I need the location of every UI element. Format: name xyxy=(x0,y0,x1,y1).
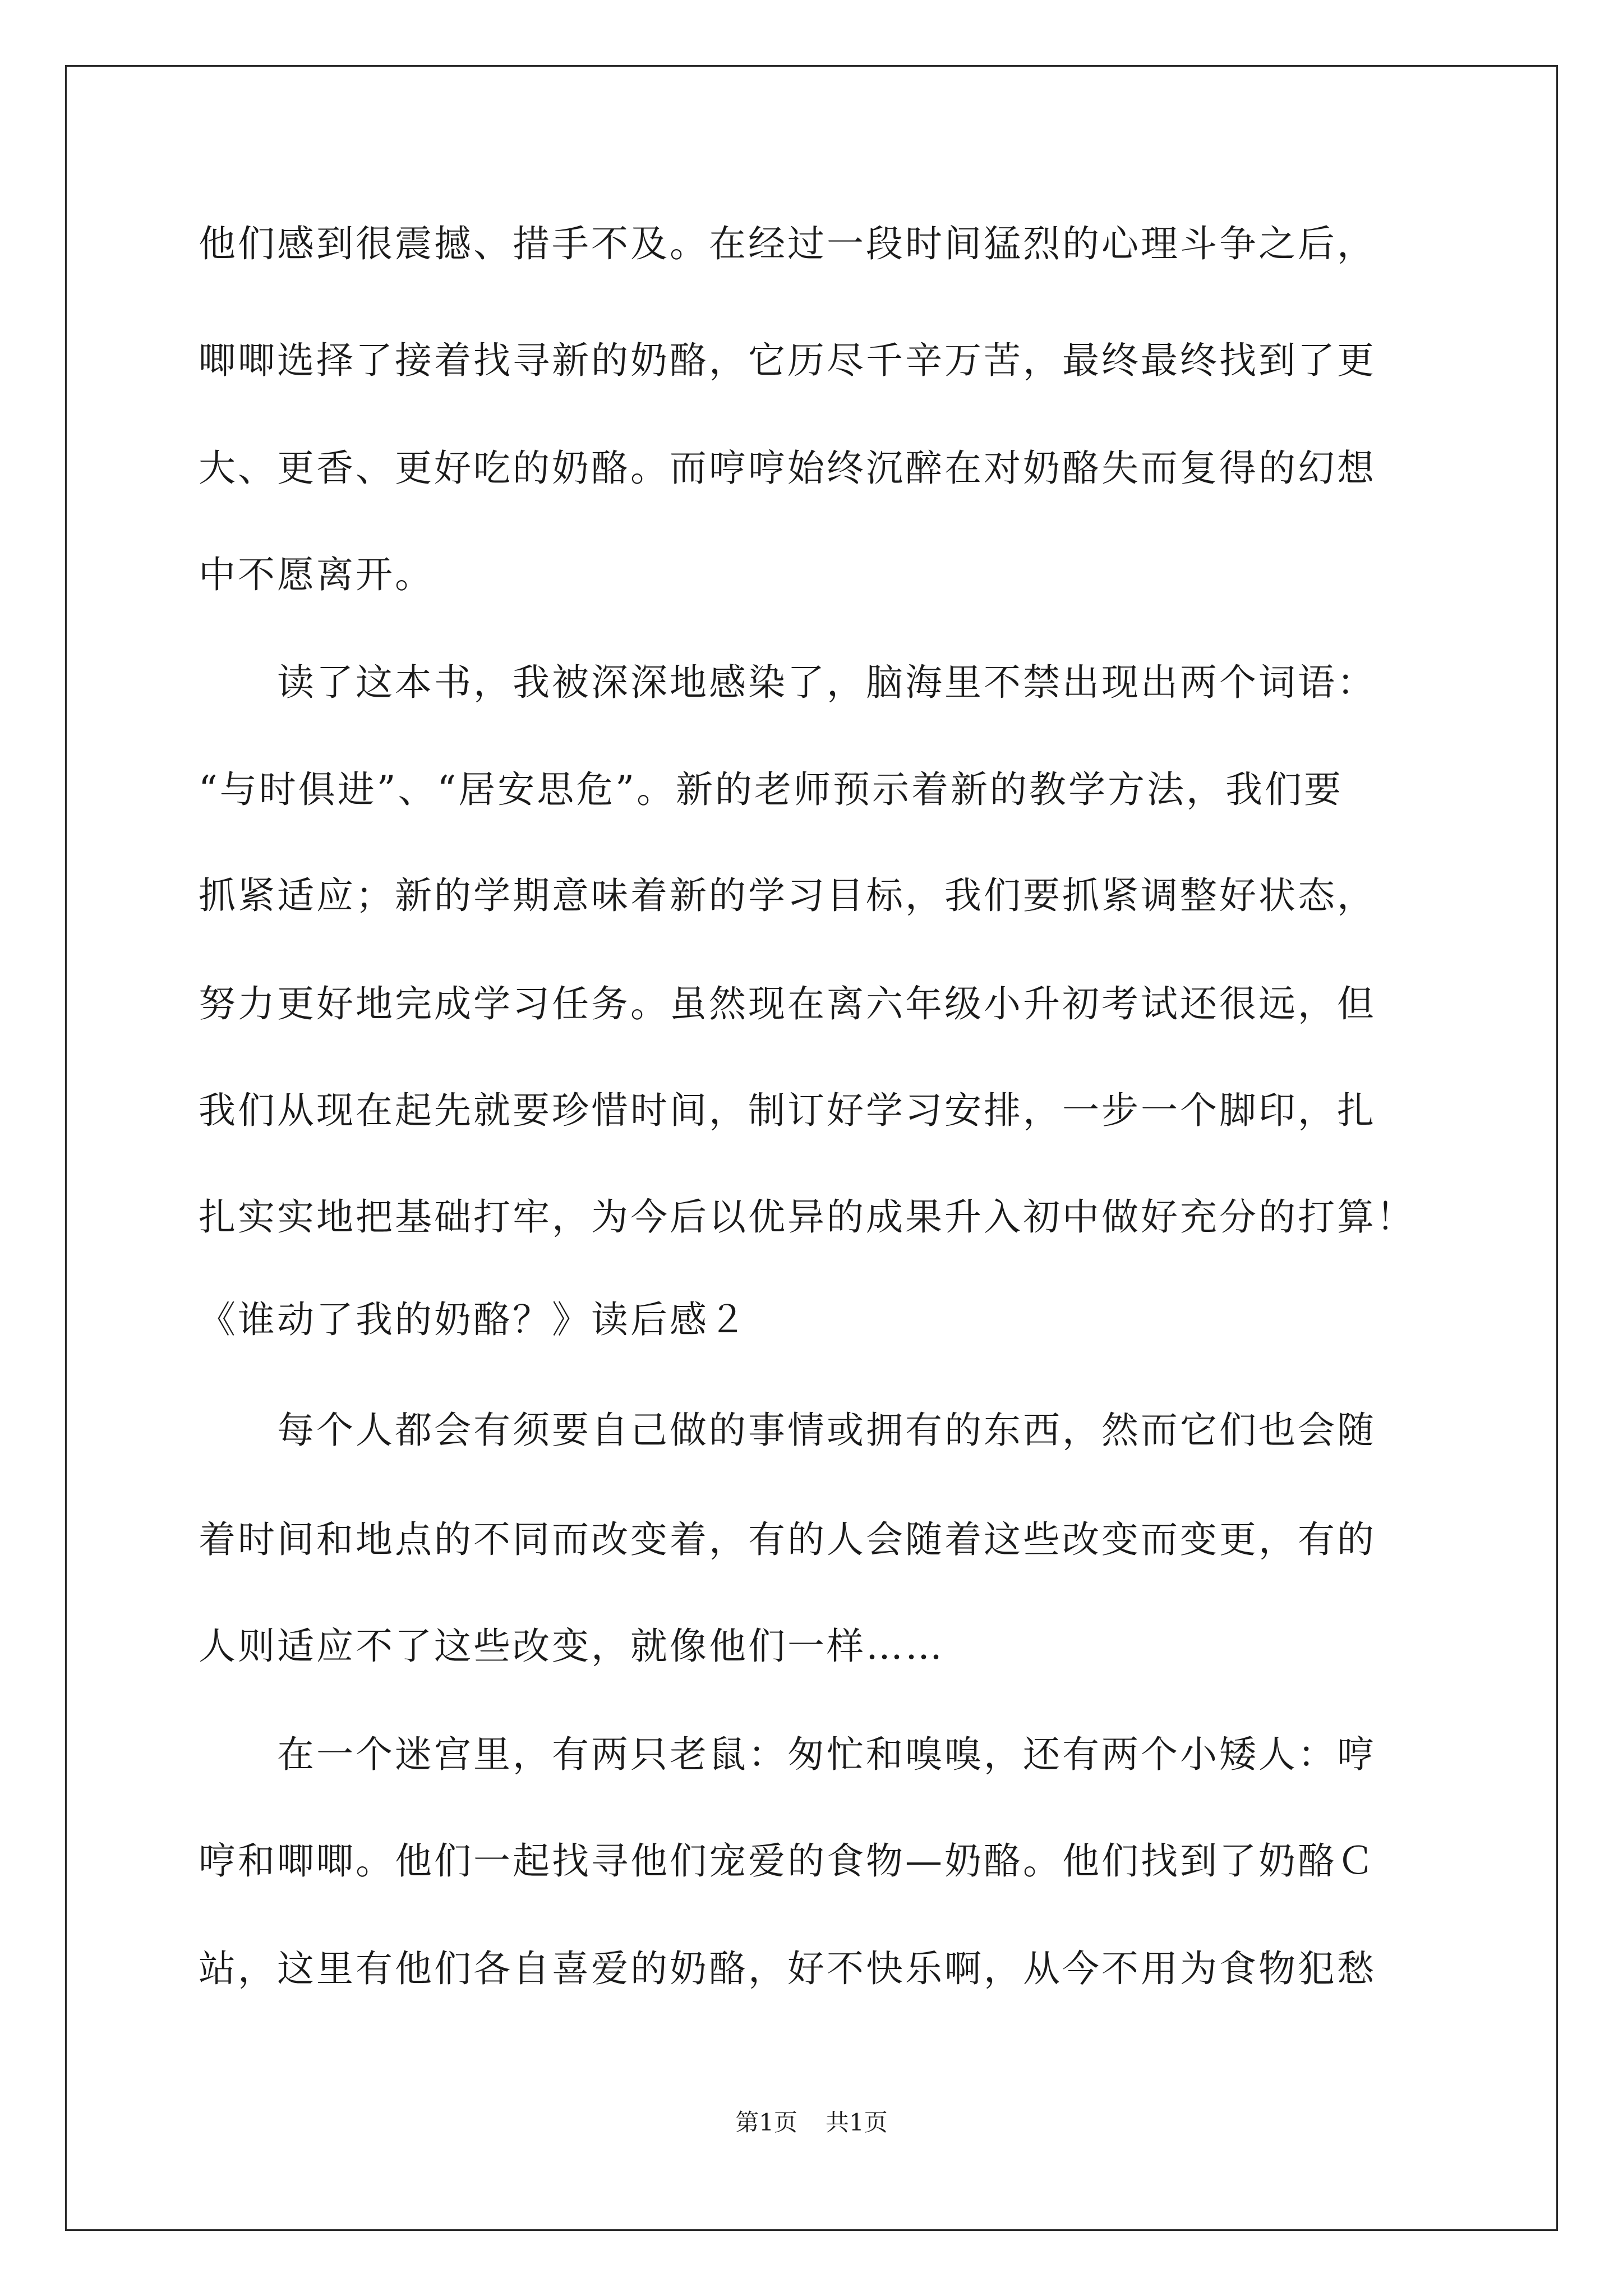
paragraph-start-line: 每个人都会有须要自己做的事情或拥有的东西，然而它们也会随 xyxy=(199,1409,1376,1452)
text-line: 努力更好地完成学习任务。虽然现在离六年级小升初考试还很远，但 xyxy=(199,982,1376,1025)
text-line: 着时间和地点的不同而改变着，有的人会随着这些改变而变更，有的 xyxy=(199,1518,1376,1561)
text-line: 站，这里有他们各自喜爱的奶酪，好不快乐啊，从今不用为食物犯愁 xyxy=(199,1947,1376,1990)
text-line: 哼和唧唧。他们一起找寻他们宠爱的食物—奶酪。他们找到了奶酪Ｃ xyxy=(199,1839,1376,1883)
section-heading: 《谁动了我的奶酪？》读后感２ xyxy=(199,1298,748,1341)
paragraph-start-line: 读了这本书，我被深深地感染了，脑海里不禁出现出两个词语： xyxy=(199,661,1376,704)
paragraph-start-line: 在一个迷宫里，有两只老鼠：匆忙和嗅嗅，还有两个小矮人：哼 xyxy=(199,1733,1376,1776)
text-line: 我们从现在起先就要珍惜时间，制订好学习安排，一步一个脚印，扎 xyxy=(199,1089,1376,1132)
text-line: 大、更香、更好吃的奶酪。而哼哼始终沉醉在对奶酪失而复得的幻想 xyxy=(199,447,1376,490)
page-footer xyxy=(0,2107,1623,2138)
text-line: 抓紧适应；新的学期意味着新的学习目标，我们要抓紧调整好状态， xyxy=(199,874,1376,917)
text-line: 扎实实地把基础打牢，为今后以优异的成果升入初中做好充分的打算！ xyxy=(199,1195,1415,1239)
text-line: 人则适应不了这些改变，就像他们一样…… xyxy=(199,1625,944,1668)
page-number: 第1页 xyxy=(735,2109,797,2136)
page-border xyxy=(65,65,1558,2231)
text-line: 唧唧选择了接着找寻新的奶酪，它历尽千辛万苦，最终最终找到了更 xyxy=(199,339,1376,382)
text-line: 他们感到很震撼、措手不及。在经过一段时间猛烈的心理斗争之后， xyxy=(199,222,1376,265)
text-line: 中不愿离开。 xyxy=(199,553,434,596)
page-total: 共1页 xyxy=(826,2109,888,2136)
text-line: “与时俱进”、“居安思危”。新的老师预示着新的教学方法，我们要 xyxy=(199,768,1343,811)
